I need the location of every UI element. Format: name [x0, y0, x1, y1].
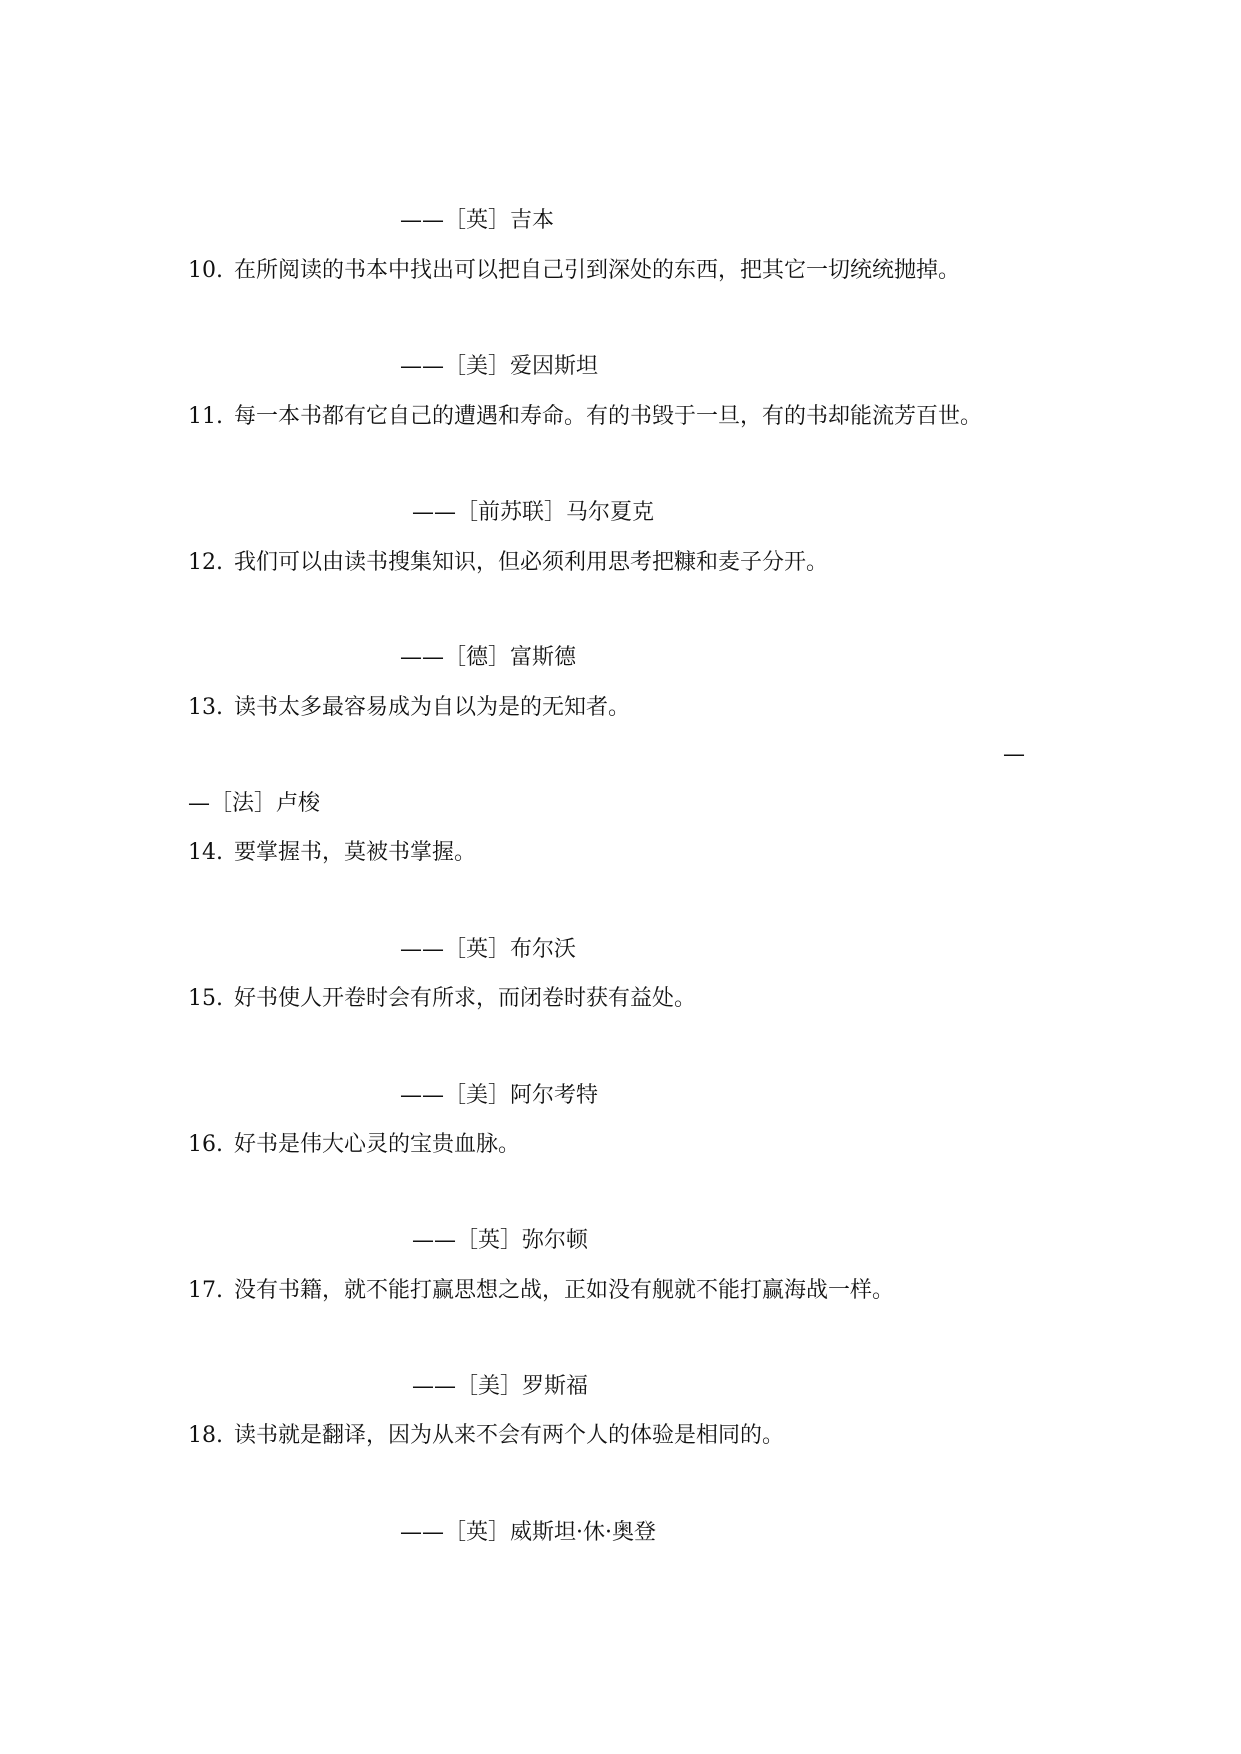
quote-17: [188, 1276, 894, 1306]
attribution-rousseau: —［法］卢梭: [188, 791, 321, 816]
quote-text: 好书使人开卷时会有所求，而闭卷时获有益处。: [234, 986, 697, 1011]
quote-text: 读书太多最容易成为自以为是的无知者。: [234, 695, 631, 720]
quote-text: 好书是伟大心灵的宝贵血脉。: [234, 1132, 521, 1157]
quote-text: 在所阅读的书本中找出可以把自己引到深处的东西，把其它一切统统抛掉。: [234, 258, 961, 283]
attribution-dash: —: [1003, 742, 1025, 767]
quote-number: 11.: [188, 404, 223, 429]
quote-15: [188, 984, 696, 1014]
quote-18: [188, 1421, 784, 1451]
quote-10: [188, 256, 960, 286]
quote-number: 12.: [188, 550, 223, 575]
attribution-auden: ——［英］威斯坦·休·奥登: [400, 1520, 656, 1545]
quote-text: 每一本书都有它自己的遭遇和寿命。有的书毁于一旦，有的书却能流芳百世。: [234, 404, 983, 429]
quote-13: [188, 693, 630, 723]
quote-text: 读书就是翻译，因为从来不会有两个人的体验是相同的。: [234, 1423, 785, 1448]
attribution-marshak: ——［前苏联］马尔夏克: [412, 500, 655, 525]
attribution-einstein: ——［美］爱因斯坦: [400, 354, 599, 379]
quote-14: [188, 838, 476, 868]
quote-11: [188, 402, 982, 432]
attribution-milton: ——［英］弥尔顿: [412, 1228, 589, 1253]
quote-number: 14.: [188, 840, 223, 865]
attribution-fusde: ——［德］富斯德: [400, 645, 577, 670]
attribution-bulwer: ——［英］布尔沃: [400, 937, 577, 962]
quote-12: [188, 548, 828, 578]
quote-text: 我们可以由读书搜集知识，但必须利用思考把糠和麦子分开。: [234, 550, 829, 575]
quote-number: 16.: [188, 1132, 223, 1157]
attribution-gibbon: ——［英］吉本: [400, 208, 555, 233]
attribution-roosevelt: ——［美］罗斯福: [412, 1374, 589, 1399]
quote-number: 18.: [188, 1423, 223, 1448]
quote-text: 没有书籍，就不能打赢思想之战，正如没有舰就不能打赢海战一样。: [234, 1278, 895, 1303]
attribution-alcott: ——［美］阿尔考特: [400, 1083, 599, 1108]
quote-text: 要掌握书，莫被书掌握。: [234, 840, 477, 865]
quote-number: 17.: [188, 1278, 223, 1303]
quote-number: 10.: [188, 258, 223, 283]
quote-16: [188, 1130, 520, 1160]
quote-number: 15.: [188, 986, 223, 1011]
quote-number: 13.: [188, 695, 223, 720]
